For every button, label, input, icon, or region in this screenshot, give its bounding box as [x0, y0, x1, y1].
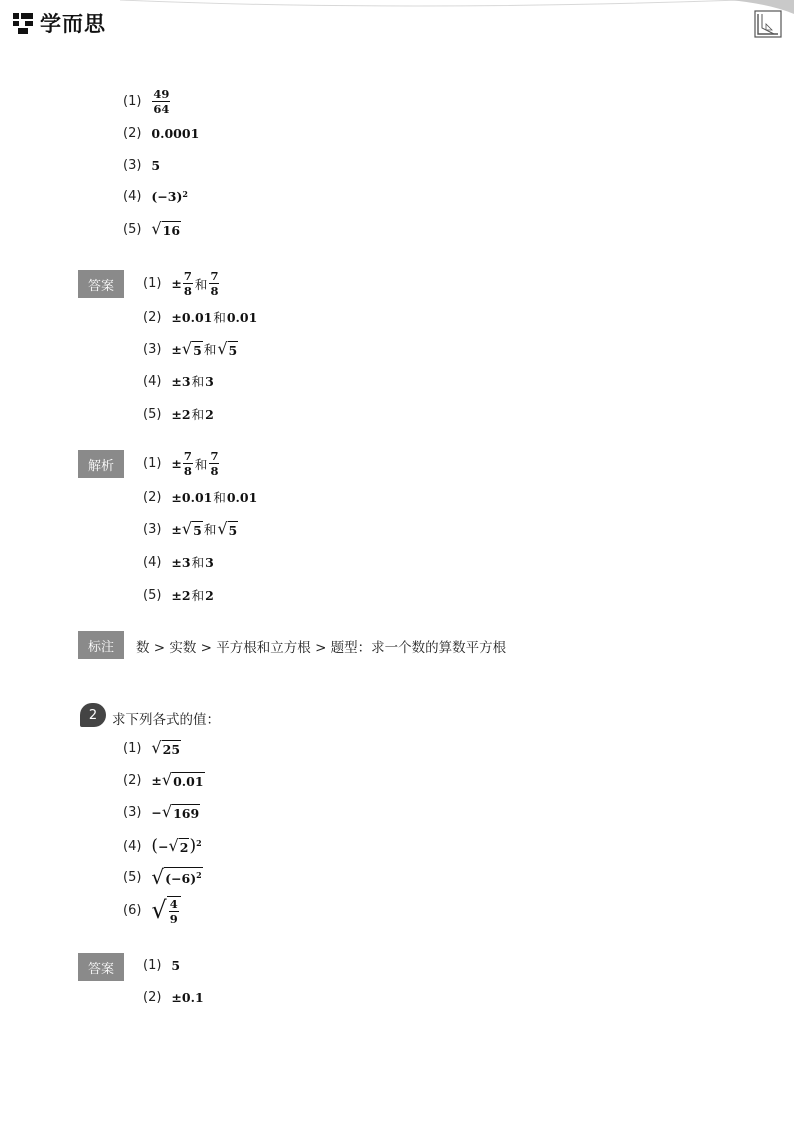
q1-item-3: (3) 5	[123, 158, 161, 173]
fraction: $\frac{49}{64}$	[153, 87, 170, 116]
q2-answer-1: (1) 5	[143, 958, 181, 973]
knowledge-path: 数 > 实数 > 平方根和立方根 > 题型：求一个数的算数平方根	[136, 640, 507, 656]
q2-item-1: (1) √ 25	[123, 738, 181, 757]
q2-item-6: (6) √ $\frac{4}{9}$	[123, 896, 181, 925]
q2-answer-2: (2) ±0.1	[143, 990, 204, 1005]
brand-logo	[12, 8, 106, 38]
q1-analysis-4: (4) ±3 和 3	[143, 554, 214, 570]
note-tag: 标注	[78, 631, 124, 659]
answer-tag: 答案	[78, 270, 124, 298]
q1-analysis-3: (3) ± √ 5 和 √ 5	[143, 518, 238, 538]
q1-answer-4: (4) ±3 和 3	[143, 373, 214, 389]
q1-analysis-5: (5) ±2 和 2	[143, 587, 214, 603]
q1-item-5: (5) √ 16	[123, 219, 181, 238]
question-prompt: 求下列各式的值：	[112, 712, 220, 728]
q1-answer-3: (3) ± √ 5 和 √ 5	[143, 338, 238, 358]
header-curve-decoration	[0, 0, 794, 40]
xueersi-logo-icon	[12, 10, 38, 36]
q1-answer-5: (5) ±2 和 2	[143, 406, 214, 422]
q1-analysis-1: (1) ± $\frac{7}{8}$ 和 $\frac{7}{8}$	[143, 449, 219, 478]
question-number-badge: 2	[80, 703, 106, 727]
q2-item-3: (3) − √ 169	[123, 802, 200, 821]
answer-tag: 答案	[78, 953, 124, 981]
q2-item-2: (2) ± √ 0.01	[123, 770, 204, 789]
q2-item-4: (4) ( − √ 2 ) 2	[123, 835, 202, 856]
q1-item-2: (2) 0.0001	[123, 126, 200, 141]
ruler-triangle-icon	[754, 10, 782, 38]
q1-answer-2: (2) ±0.01 和 0.01	[143, 309, 258, 325]
analysis-tag: 解析	[78, 450, 124, 478]
q1-item-1: (1) $\frac{49}{64}$	[123, 87, 170, 116]
q2-item-5: (5) √ (−6) 2	[123, 865, 202, 889]
brand-name: 学而思	[40, 12, 106, 36]
q1-answer-1: (1) ± $\frac{7}{8}$ 和 $\frac{7}{8}$	[143, 269, 219, 298]
q1-analysis-2: (2) ±0.01 和 0.01	[143, 489, 258, 505]
square-root: √ 16	[151, 219, 181, 238]
q1-item-4: (4) (−3) 2	[123, 188, 188, 204]
